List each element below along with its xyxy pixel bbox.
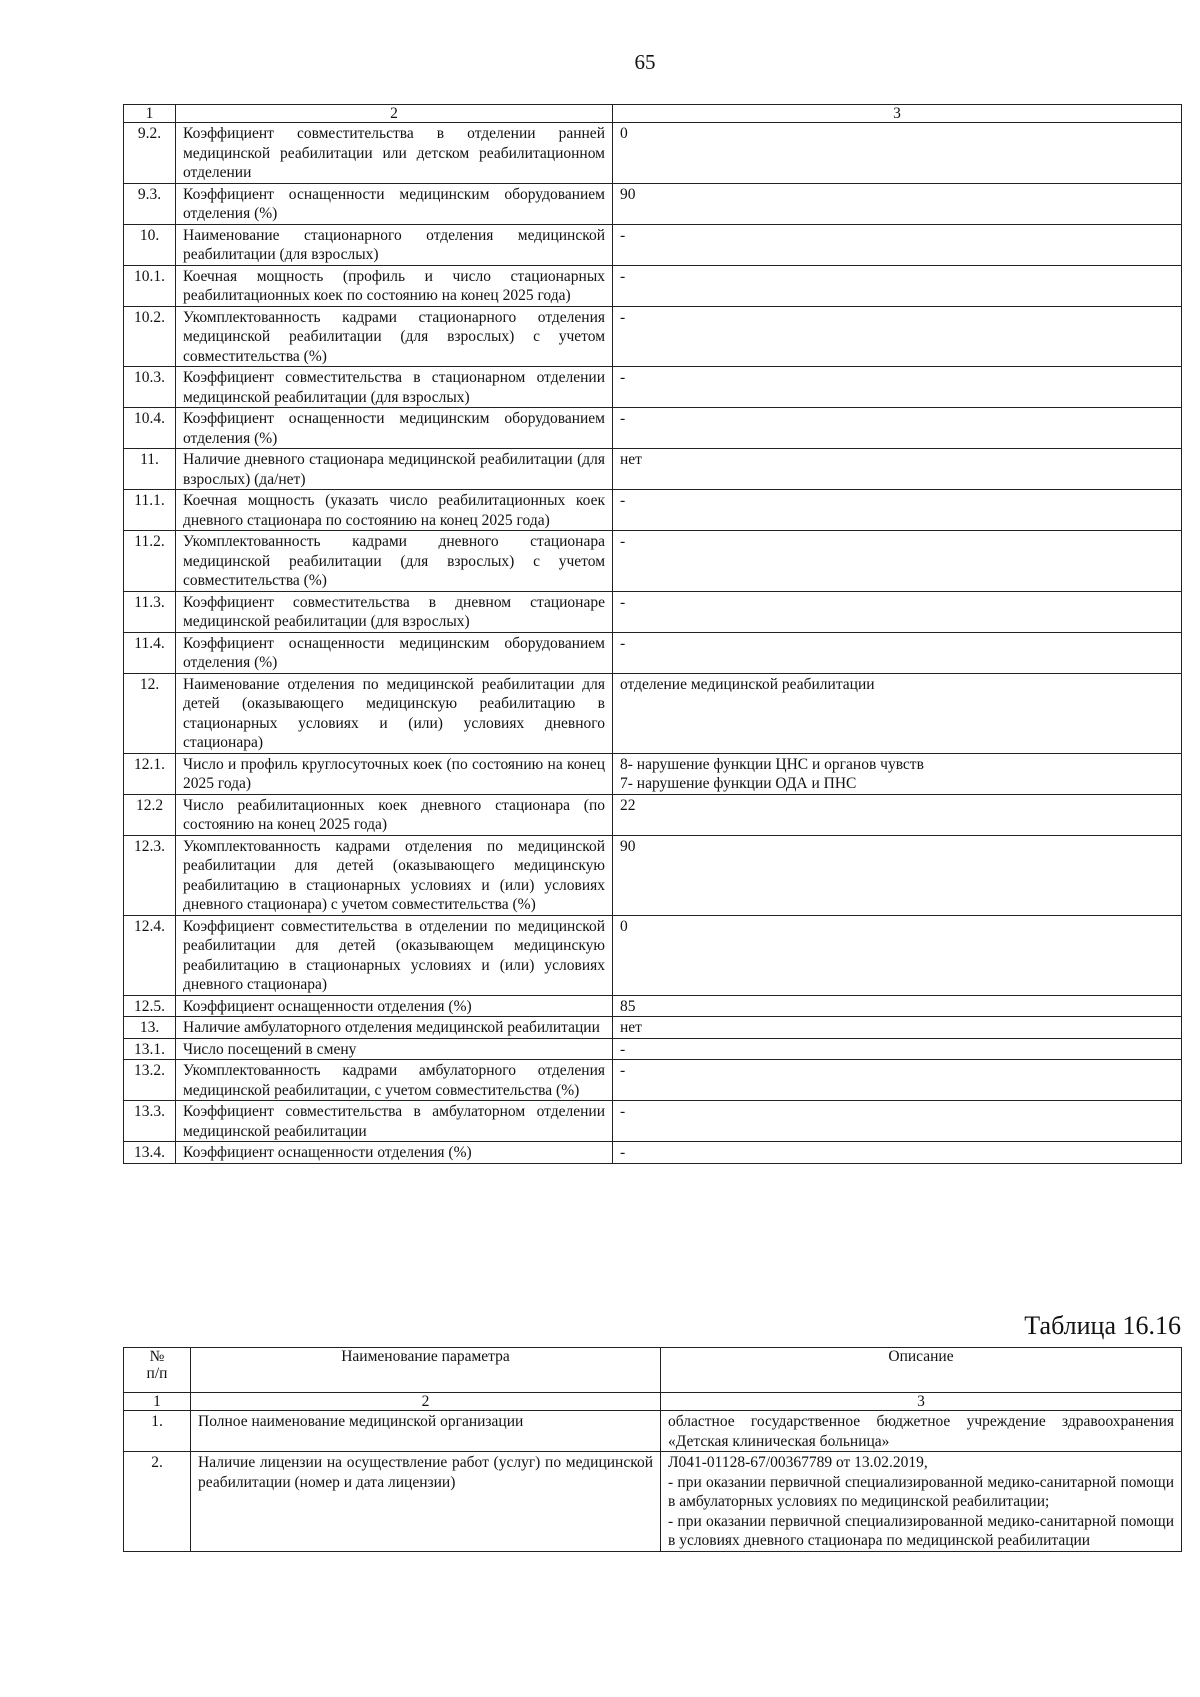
row-value: 85 [613, 995, 1182, 1017]
row-description: Наименование стационарного отделения медицинской реабилитации (для взрослых) [176, 224, 613, 265]
table-row [124, 591, 1182, 632]
row-number: 2. [124, 1452, 191, 1552]
row-number: 12. [124, 673, 176, 753]
table-row [124, 306, 1182, 367]
page-number: 65 [634, 50, 656, 74]
table-row [124, 1452, 1182, 1552]
row-number: 1. [124, 1411, 191, 1452]
row-description: Коэффициент совместительства в дневном стационаре медицинской реабилитации (для взрослых) [176, 591, 613, 632]
table-row [124, 1411, 1182, 1452]
row-description: Наличие дневного стационара медицинской реабилитации (для взрослых) (да/нет) [176, 449, 613, 490]
table-row [124, 265, 1182, 306]
row-number: 9.2. [124, 123, 176, 184]
row-description: Коэффициент оснащенности отделения (%) [176, 995, 613, 1017]
header-param: Наименование параметра [191, 1348, 661, 1393]
table-row [124, 1017, 1182, 1039]
row-value: - [613, 1060, 1182, 1101]
row-description: Укомплектованность кадрами дневного стационара медицинской реабилитации (для взрослых) с учетом совместительства (%) [176, 531, 613, 592]
column-index: 1 [124, 105, 176, 123]
table-row [124, 224, 1182, 265]
row-description: Укомплектованность кадрами амбулаторного отделения медицинской реабилитации, с учетом совместительства (%) [176, 1060, 613, 1101]
table-row [124, 183, 1182, 224]
column-index: 2 [176, 105, 613, 123]
row-number: 10. [124, 224, 176, 265]
table-row [124, 531, 1182, 592]
row-number: 10.2. [124, 306, 176, 367]
row-description: Число реабилитационных коек дневного стационара (по состоянию на конец 2025 года) [176, 794, 613, 835]
column-index: 3 [613, 105, 1182, 123]
table-row [124, 123, 1182, 184]
row-number: 10.3. [124, 367, 176, 408]
row-value: - [613, 265, 1182, 306]
row-value: 90 [613, 183, 1182, 224]
row-parameter: Полное наименование медицинской организации [191, 1411, 661, 1452]
row-number: 12.5. [124, 995, 176, 1017]
row-number: 9.3. [124, 183, 176, 224]
row-number: 10.1. [124, 265, 176, 306]
column-index: 1 [124, 1393, 191, 1411]
row-value: - [613, 490, 1182, 531]
row-description: Л041-01128-67/00367789 от 13.02.2019, - при оказании первичной специализированной медико-санитарной помощи в амбулаторных условиях по медицинской реабилитации; - при оказании первичной специализированной медико-санитарной помощи в условиях дневного стационара по медицинской реабилитации [661, 1452, 1182, 1552]
row-description: Наименование отделения по медицинской реабилитации для детей (оказывающего медицинскую реабилитацию в стационарных условиях и (или) условиях дневного стационара) [176, 673, 613, 753]
row-value: нет [613, 1017, 1182, 1039]
row-description: Коэффициент совместительства в амбулаторном отделении медицинской реабилитации [176, 1101, 613, 1142]
table-row [124, 1038, 1182, 1060]
row-number: 11.3. [124, 591, 176, 632]
row-value: 0 [613, 915, 1182, 995]
column-index: 3 [661, 1393, 1182, 1411]
table-row [124, 753, 1182, 794]
row-description: Коэффициент совместительства в отделении ранней медицинской реабилитации или детском реабилитационном отделении [176, 123, 613, 184]
header-num: № п/п [124, 1348, 191, 1393]
row-number: 13. [124, 1017, 176, 1039]
row-value: 8- нарушение функции ЦНС и органов чувств 7- нарушение функции ОДА и ПНС [613, 753, 1182, 794]
table-row [124, 673, 1182, 753]
row-number: 10.4. [124, 408, 176, 449]
row-value: - [613, 1038, 1182, 1060]
header-desc: Описание [661, 1348, 1182, 1393]
row-value: - [613, 632, 1182, 673]
row-parameter: Наличие лицензии на осуществление работ (услуг) по медицинской реабилитации (номер и дата лицензии) [191, 1452, 661, 1552]
row-number: 12.3. [124, 835, 176, 915]
row-description: Коечная мощность (указать число реабилитационных коек дневного стационара по состоянию на конец 2025 года) [176, 490, 613, 531]
row-number: 11.1. [124, 490, 176, 531]
row-number: 13.2. [124, 1060, 176, 1101]
row-description: областное государственное бюджетное учреждение здравоохранения «Детская клиническая больница» [661, 1411, 1182, 1452]
row-number: 13.3. [124, 1101, 176, 1142]
row-description: Коэффициент совместительства в отделении по медицинской реабилитации для детей (оказывающем медицинскую реабилитацию в стационарных условиях и (или) условиях дневного стационара) [176, 915, 613, 995]
table-caption: Таблица 16.16 [1024, 1311, 1181, 1340]
table-row [124, 835, 1182, 915]
table-row [124, 1101, 1182, 1142]
row-value: нет [613, 449, 1182, 490]
row-description: Укомплектованность кадрами отделения по медицинской реабилитации для детей (оказывающего медицинскую реабилитацию в стационарных условиях и (или) условиях дневного стационара) с учетом совместительства (%) [176, 835, 613, 915]
table-row [124, 449, 1182, 490]
row-value: - [613, 1142, 1182, 1164]
row-value: отделение медицинской реабилитации [613, 673, 1182, 753]
table-row [124, 794, 1182, 835]
row-description: Коэффициент оснащенности медицинским оборудованием отделения (%) [176, 408, 613, 449]
row-description: Коэффициент оснащенности медицинским оборудованием отделения (%) [176, 632, 613, 673]
row-description: Коэффициент оснащенности отделения (%) [176, 1142, 613, 1164]
table-row [124, 367, 1182, 408]
row-number: 12.4. [124, 915, 176, 995]
table-row [124, 1060, 1182, 1101]
row-number: 12.2 [124, 794, 176, 835]
row-description: Коэффициент оснащенности медицинским оборудованием отделения (%) [176, 183, 613, 224]
organization-table [123, 1347, 1182, 1552]
row-description: Коэффициент совместительства в стационарном отделении медицинской реабилитации (для взрослых) [176, 367, 613, 408]
row-number: 11. [124, 449, 176, 490]
row-value: - [613, 408, 1182, 449]
row-description: Число посещений в смену [176, 1038, 613, 1060]
row-value: - [613, 224, 1182, 265]
table-row [124, 632, 1182, 673]
row-description: Число и профиль круглосуточных коек (по состоянию на конец 2025 года) [176, 753, 613, 794]
row-description: Коечная мощность (профиль и число стационарных реабилитационных коек по состоянию на конец 2025 года) [176, 265, 613, 306]
row-number: 13.1. [124, 1038, 176, 1060]
row-number: 11.2. [124, 531, 176, 592]
indicators-table [123, 104, 1182, 1164]
row-value: 90 [613, 835, 1182, 915]
row-value: 0 [613, 123, 1182, 184]
row-number: 12.1. [124, 753, 176, 794]
row-number: 13.4. [124, 1142, 176, 1164]
row-value: - [613, 1101, 1182, 1142]
row-value: - [613, 591, 1182, 632]
header-row [124, 1348, 1182, 1393]
row-description: Укомплектованность кадрами стационарного отделения медицинской реабилитации (для взрослых) с учетом совместительства (%) [176, 306, 613, 367]
table-row [124, 490, 1182, 531]
table-row [124, 995, 1182, 1017]
table-row [124, 1142, 1182, 1164]
row-description: Наличие амбулаторного отделения медицинской реабилитации [176, 1017, 613, 1039]
row-value: - [613, 306, 1182, 367]
column-index-row [124, 105, 1182, 123]
column-index-row [124, 1393, 1182, 1411]
column-index: 2 [191, 1393, 661, 1411]
row-value: - [613, 531, 1182, 592]
row-value: - [613, 367, 1182, 408]
table-row [124, 408, 1182, 449]
row-value: 22 [613, 794, 1182, 835]
row-number: 11.4. [124, 632, 176, 673]
table-row [124, 915, 1182, 995]
